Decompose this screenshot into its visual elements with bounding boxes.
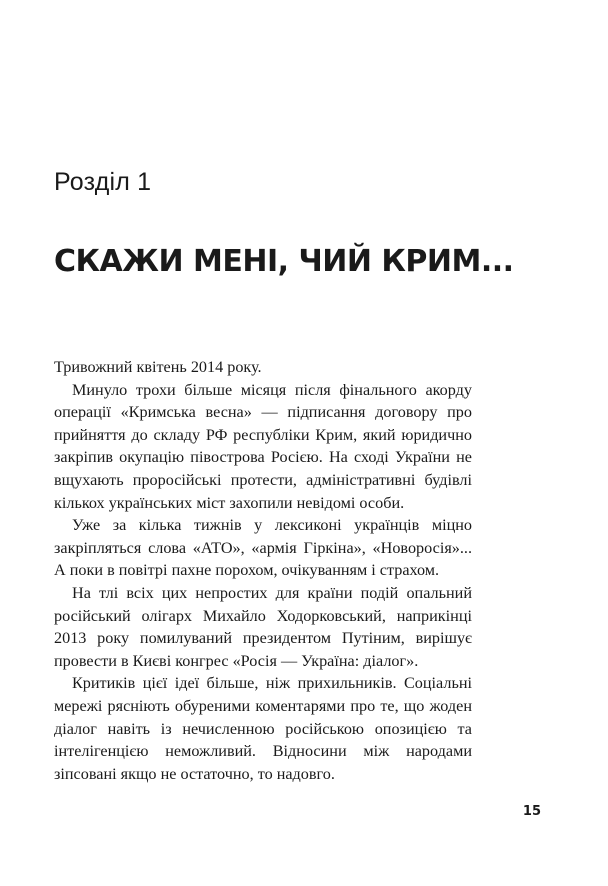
page-number: 15 [522, 804, 541, 819]
paragraph-3: Уже за кілька тижнів у лексиконі українців міцно закріпляться слова «АТО», «армія Гіркіна», «Новоросія»... А поки в повітрі пахне порохом, очікуванням і страхом. [54, 516, 472, 580]
chapter-title: СКАЖИ МЕНІ, ЧИЙ КРИМ... [54, 244, 514, 279]
chapter-label: Розділ 1 [54, 168, 152, 196]
paragraph-2: Минуло трохи більше місяця після фінального акорду операції «Кримська весна» — підписання договору про прийняття до складу РФ республіки Крим, який юридично закріпив окупацію півострова Росією. На сході України не вщухають проросійські протести, адміністративні будівлі кількох українських міст захопили невідомі особи. [54, 380, 472, 512]
paragraph-1: Тривожний квітень 2014 року. [54, 358, 262, 376]
paragraph-4: На тлі всіх цих непростих для країни подій опальний російський олігарх Михайло Ходорковський, наприкінці 2013 року помилуваний президентом Путіним, вирішує провести в Києві конгрес «Росія — Україна: діалог». [54, 583, 472, 670]
body-text [54, 356, 472, 785]
paragraph-5: Критиків цієї ідеї більше, ніж прихильників. Соціальні мережі рясніють обуреними коментарями про те, що жоден діалог навіть із нечисленною російською опозицією та інтелігенцією неможливий. Відносини між народами зіпсовані якщо не остаточно, то надовго. [54, 674, 472, 783]
